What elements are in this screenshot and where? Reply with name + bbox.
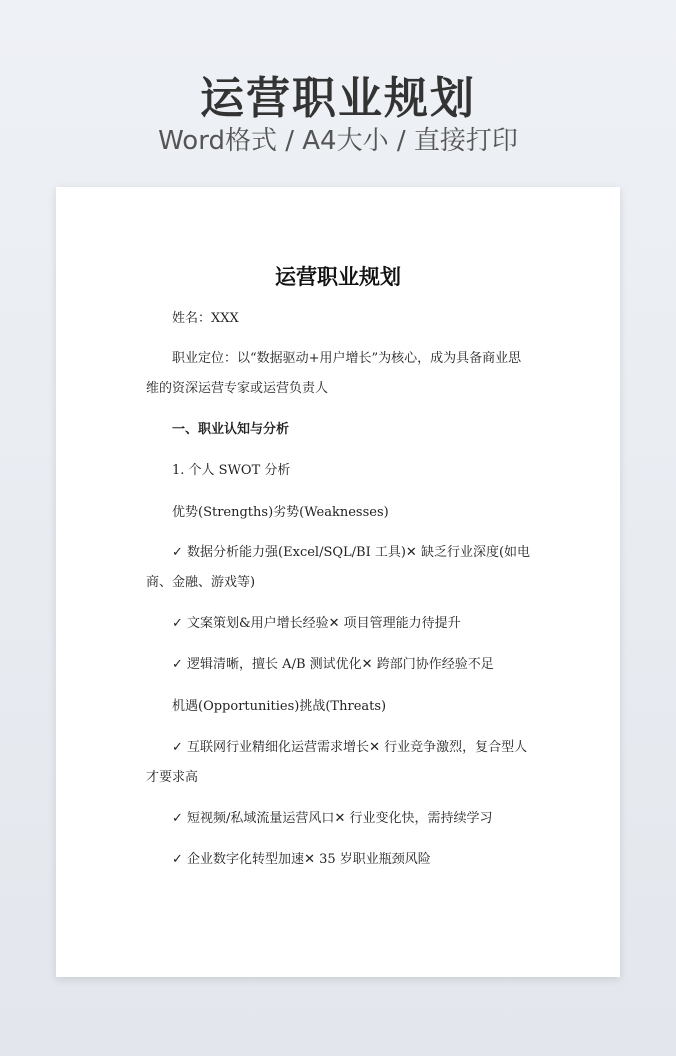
check-icon: ✓ (172, 811, 183, 826)
threat-text: 35 岁职业瓶颈风险 (319, 852, 431, 867)
subsection-heading: 1. 个人 SWOT 分析 (172, 463, 291, 478)
cross-icon: ✕ (328, 616, 340, 631)
weakness-text: 缺乏行业深度(如电商、金融、游戏等) (146, 545, 531, 590)
strength-text: 文案策划&用户增长经验 (187, 616, 329, 631)
list-item (146, 609, 531, 639)
hero-title: 运营职业规划 (200, 73, 476, 124)
list-item (146, 845, 531, 875)
check-icon: ✓ (172, 616, 183, 631)
threat-text: 行业变化快，需持续学习 (349, 811, 493, 826)
ot-header: 机遇(Opportunities)挑战(Threats) (172, 699, 387, 714)
weakness-text: 跨部门协作经验不足 (376, 657, 494, 672)
check-icon: ✓ (172, 545, 183, 560)
list-item (146, 538, 531, 598)
positioning-paragraph: 职业定位：以“数据驱动+用户增长”为核心，成为具备商业思维的资深运营专家或运营负责人 (146, 351, 522, 396)
section-heading: 一、职业认知与分析 (172, 422, 290, 437)
strength-text: 逻辑清晰，擅长 A/B 测试优化 (187, 657, 362, 672)
list-item (146, 733, 531, 793)
name-line: 姓名：XXX (172, 311, 239, 326)
sw-header: 优势(Strengths)劣势(Weaknesses) (172, 505, 389, 520)
threat-text: 行业竞争激烈，复合型人才要求高 (146, 740, 528, 785)
weakness-text: 项目管理能力待提升 (343, 616, 461, 631)
document-title: 运营职业规划 (275, 264, 401, 289)
list-item (146, 804, 531, 834)
opportunity-text: 短视频/私域流量运营风口 (187, 811, 335, 826)
cross-icon: ✕ (405, 545, 417, 560)
check-icon: ✓ (172, 740, 183, 755)
opportunity-text: 企业数字化转型加速 (187, 852, 305, 867)
check-icon: ✓ (172, 852, 183, 867)
hero-subtitle: Word格式 / A4大小 / 直接打印 (158, 126, 518, 156)
list-item (146, 650, 531, 680)
opportunity-text: 互联网行业精细化运营需求增长 (187, 740, 370, 755)
cross-icon: ✕ (361, 657, 373, 672)
strength-text: 数据分析能力强(Excel/SQL/BI 工具) (187, 545, 406, 560)
cross-icon: ✕ (369, 740, 380, 755)
cross-icon: ✕ (334, 811, 346, 826)
cross-icon: ✕ (304, 852, 315, 867)
check-icon: ✓ (172, 657, 183, 672)
document-page (56, 187, 620, 977)
